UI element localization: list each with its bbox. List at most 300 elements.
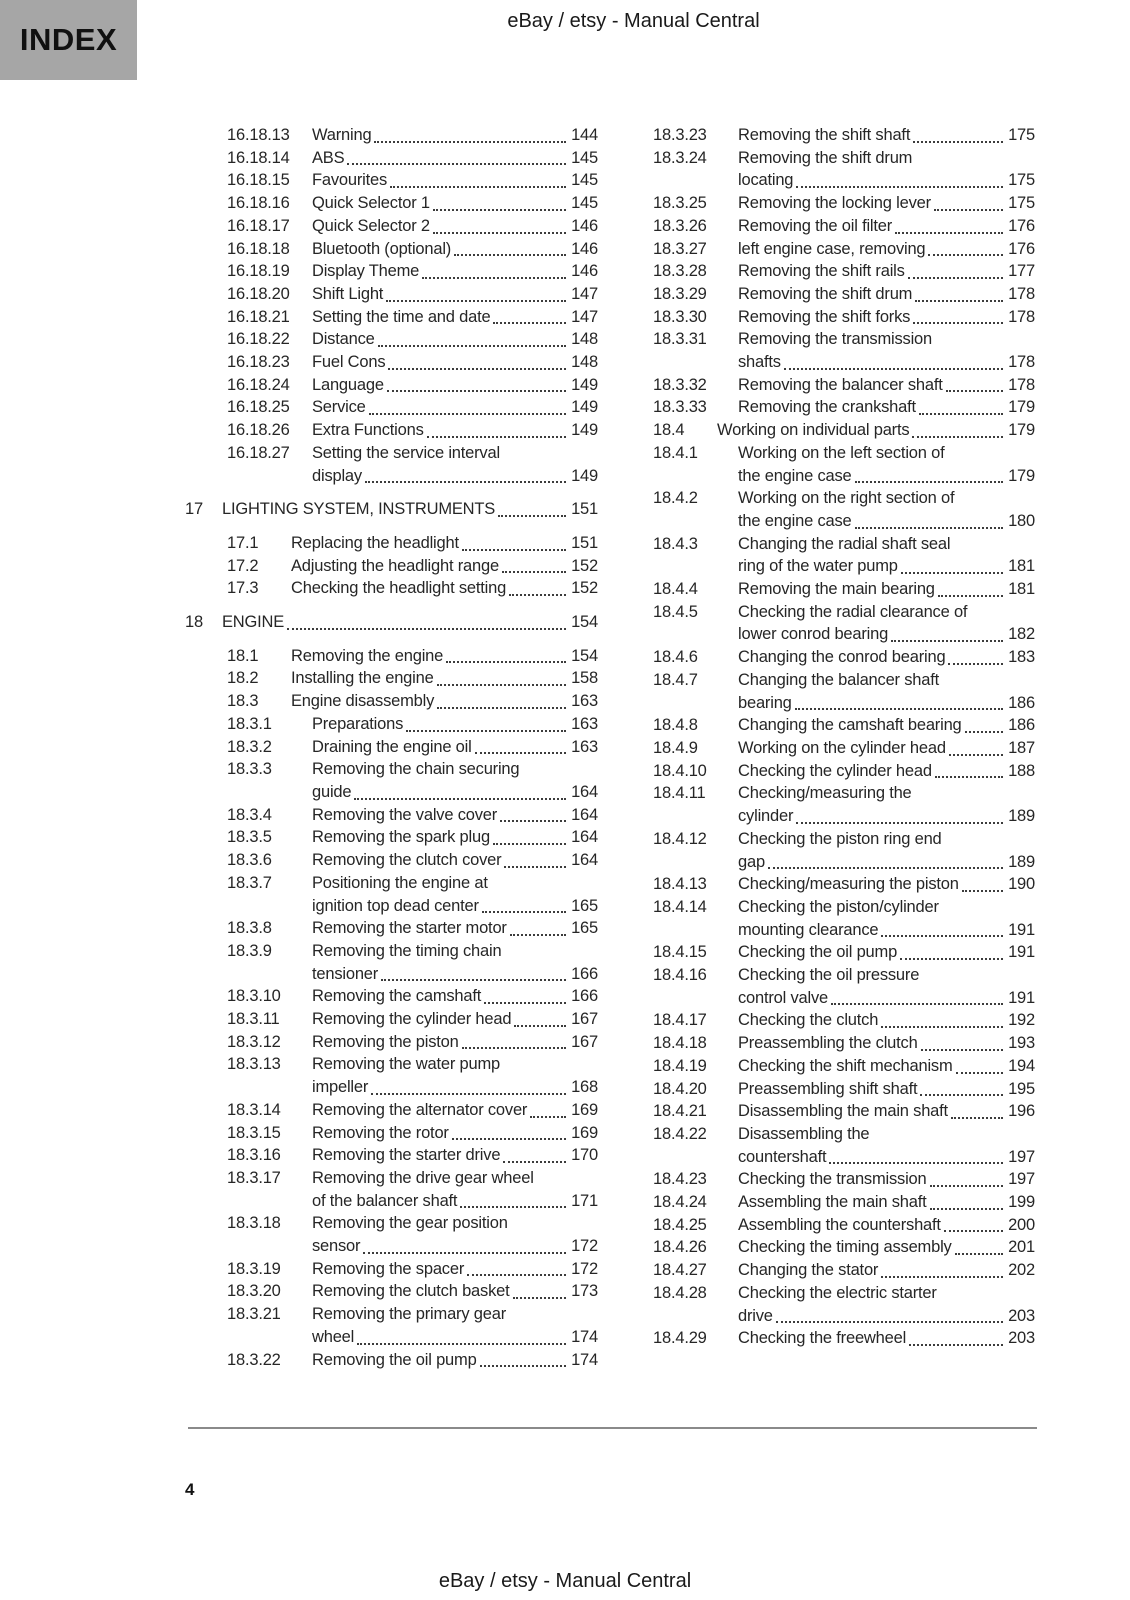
toc-entry-row [611, 578, 1035, 601]
toc-entry-title: Removing the starter drive [312, 1146, 501, 1165]
toc-entry-page: 182 [1008, 625, 1035, 644]
toc-entry-title: Setting the service interval [312, 443, 500, 462]
toc-entry-title: Adjusting the headlight range [291, 556, 499, 575]
toc-entry-page: 191 [1008, 920, 1035, 939]
toc-entry-page: 147 [571, 284, 598, 303]
toc-entry-number: 16.18.20 [227, 284, 290, 303]
toc-entry-number: 18.3.20 [227, 1282, 281, 1301]
toc-entry-number: 18.4.20 [653, 1079, 707, 1098]
toc-entry-title: Removing the water pump [312, 1055, 500, 1074]
toc-entry-page: 174 [571, 1350, 598, 1369]
toc-entry-row [611, 805, 1035, 828]
toc-entry-row [611, 147, 1035, 170]
toc-entry-number: 16.18.26 [227, 421, 290, 440]
toc-entry-title: Fuel Cons [312, 353, 386, 372]
toc-entry-number: 18.3.4 [227, 805, 272, 824]
dotted-leader [467, 1274, 566, 1276]
toc-entry-page: 145 [571, 148, 598, 167]
toc-entry-row [611, 1236, 1035, 1259]
toc-entry-title: Removing the balancer shaft [738, 375, 943, 394]
toc-entry-title: Checking the piston/cylinder [738, 897, 939, 916]
toc-entry-page: 166 [571, 987, 598, 1006]
toc-entry-title: Removing the clutch cover [312, 851, 502, 870]
toc-entry-title: ENGINE [222, 613, 285, 632]
dotted-leader [503, 1161, 566, 1163]
toc-entry-row [611, 442, 1035, 465]
toc-entry-row [611, 919, 1035, 942]
toc-entry-title: Checking the clutch [738, 1011, 879, 1030]
toc-entry-title: Removing the spark plug [312, 828, 490, 847]
toc-entry-number: 18.3.13 [227, 1055, 281, 1074]
toc-entry-row [185, 465, 598, 488]
toc-entry-row [185, 872, 598, 895]
toc-entry-row [185, 1008, 598, 1031]
toc-entry-page: 174 [571, 1327, 598, 1346]
toc-entry-number: 18.3.32 [653, 375, 707, 394]
toc-entry-row [185, 1280, 598, 1303]
toc-entry-title: left engine case, removing [738, 239, 926, 258]
toc-entry-number: 18.3.3 [227, 760, 272, 779]
toc-entry-number: 16.18.18 [227, 239, 290, 258]
dotted-leader [919, 413, 1003, 415]
toc-entry-row [185, 1303, 598, 1326]
dotted-leader [482, 911, 566, 913]
toc-entry-row [185, 577, 598, 600]
toc-entry-row [611, 646, 1035, 669]
toc-entry-title: Working on the left section of [738, 443, 945, 462]
toc-entry-title: Removing the gear position [312, 1214, 508, 1233]
toc-entry-page: 192 [1008, 1011, 1035, 1030]
dotted-leader [509, 594, 566, 596]
toc-entry-page: 179 [1008, 466, 1035, 485]
dotted-leader [796, 186, 1003, 188]
toc-entry-number: 18.4.3 [653, 534, 698, 553]
toc-entry-number: 16.18.13 [227, 126, 290, 144]
toc-entry-number: 18.3.9 [227, 941, 272, 960]
toc-entry-number: 18.4.22 [653, 1124, 707, 1143]
toc-entry-page: 181 [1008, 580, 1035, 599]
toc-entry-number: 18.3.19 [227, 1259, 281, 1278]
dotted-leader [388, 368, 566, 370]
toc-entry-row [611, 215, 1035, 238]
toc-entry-title: Removing the spacer [312, 1259, 465, 1278]
dotted-leader [374, 141, 566, 143]
toc-entry-row [185, 328, 598, 351]
toc-entry-row [611, 1123, 1035, 1146]
toc-entry-page: 152 [571, 579, 598, 598]
toc-entry-title: Bluetooth (optional) [312, 239, 452, 258]
dotted-leader [406, 730, 566, 732]
toc-entry-row [185, 1190, 598, 1213]
toc-right-column [611, 124, 1035, 1350]
toc-entry-row [611, 987, 1035, 1010]
toc-entry-title: Draining the engine oil [312, 737, 472, 756]
toc-entry-row [611, 124, 1035, 147]
toc-entry-title: Checking the timing assembly [738, 1238, 952, 1257]
toc-entry-row [611, 533, 1035, 556]
dotted-leader [951, 1117, 1003, 1119]
toc-entry-row [185, 917, 598, 940]
toc-entry-number: 18.3.21 [227, 1305, 281, 1324]
toc-entry-title: Changing the balancer shaft [738, 670, 939, 689]
toc-entry-row [185, 1122, 598, 1145]
toc-entry-page: 144 [571, 126, 598, 144]
toc-entry-row [611, 1078, 1035, 1101]
toc-entry-row [185, 667, 598, 690]
toc-entry-row [185, 1235, 598, 1258]
toc-entry-page: 169 [571, 1100, 598, 1119]
dotted-leader [930, 1208, 1004, 1210]
dotted-leader [381, 979, 566, 981]
toc-entry-row [611, 1259, 1035, 1282]
toc-entry-number: 18.3.8 [227, 919, 272, 938]
dotted-leader [855, 527, 1004, 529]
toc-entry-number: 18.4.24 [653, 1193, 707, 1212]
dotted-leader [881, 1276, 1003, 1278]
dotted-leader [498, 515, 566, 517]
toc-entry-number: 18.4.28 [653, 1283, 707, 1302]
dotted-leader [427, 436, 566, 438]
dotted-leader [921, 1049, 1004, 1051]
toc-entry-number: 18.4.19 [653, 1056, 707, 1075]
toc-entry-row [611, 419, 1035, 442]
toc-entry-page: 197 [1008, 1147, 1035, 1166]
toc-entry-row [611, 714, 1035, 737]
dotted-leader [891, 640, 1003, 642]
toc-entry-number: 17.2 [227, 556, 259, 575]
dotted-leader [437, 707, 566, 709]
toc-entry-title: Checking the electric starter [738, 1283, 937, 1302]
toc-entry-row [611, 964, 1035, 987]
toc-entry-number: 18 [185, 613, 203, 632]
toc-entry-number: 18.4.14 [653, 897, 707, 916]
toc-entry-title: Preparations [312, 714, 404, 733]
toc-entry-title: cylinder [738, 807, 794, 826]
toc-entry-row [185, 1053, 598, 1076]
toc-entry-page: 176 [1008, 239, 1035, 258]
dotted-leader [287, 628, 566, 630]
toc-entry-page: 148 [571, 353, 598, 372]
toc-entry-row [185, 690, 598, 713]
toc-entry-row [611, 1009, 1035, 1032]
toc-entry-page: 202 [1008, 1261, 1035, 1280]
toc-entry-title: Removing the rotor [312, 1123, 449, 1142]
toc-entry-page: 167 [571, 1032, 598, 1051]
dotted-leader [422, 277, 566, 279]
toc-entry-page: 146 [571, 262, 598, 281]
dotted-leader [900, 958, 1003, 960]
dotted-leader [948, 663, 1003, 665]
dotted-leader [387, 390, 566, 392]
page-header-title: eBay / etsy - Manual Central [507, 10, 760, 32]
toc-entry-number: 18.4.7 [653, 670, 698, 689]
toc-left-column [185, 124, 598, 1371]
toc-entry-row [185, 895, 598, 918]
dotted-leader [504, 866, 566, 868]
toc-entry-title: LIGHTING SYSTEM, INSTRUMENTS [222, 500, 496, 519]
dotted-leader [514, 1025, 566, 1027]
dotted-leader [460, 1206, 566, 1208]
toc-entry-row [611, 238, 1035, 261]
toc-entry-number: 18.4.25 [653, 1215, 707, 1234]
dotted-leader [357, 1343, 566, 1345]
toc-entry-title: Removing the drive gear wheel [312, 1168, 534, 1187]
toc-entry-title: Changing the stator [738, 1261, 879, 1280]
toc-entry-row [185, 611, 598, 634]
toc-entry-title: Removing the shift drum [738, 148, 913, 167]
toc-entry-title: Working on the right section of [738, 489, 955, 508]
toc-entry-title: Changing the conrod bearing [738, 648, 946, 667]
dotted-leader [390, 186, 566, 188]
dotted-leader [462, 1047, 566, 1049]
toc-entry-row [185, 260, 598, 283]
toc-entry-title: guide [312, 782, 352, 801]
toc-entry-title: ABS [312, 148, 345, 167]
toc-entry-title: display [312, 466, 362, 485]
toc-entry-title: bearing [738, 693, 792, 712]
toc-entry-row [611, 1032, 1035, 1055]
toc-entry-page: 166 [571, 964, 598, 983]
toc-entry-page: 203 [1008, 1306, 1035, 1325]
toc-entry-page: 179 [1008, 398, 1035, 417]
toc-entry-number: 18.4.1 [653, 443, 698, 462]
toc-entry-row [185, 374, 598, 397]
toc-entry-page: 163 [571, 714, 598, 733]
toc-entry-title: Removing the oil pump [312, 1350, 477, 1369]
footer-page-number: 4 [185, 1480, 195, 1499]
toc-entry-page: 186 [1008, 693, 1035, 712]
toc-entry-page: 151 [571, 533, 598, 552]
toc-entry-title: Extra Functions [312, 421, 424, 440]
toc-entry-title: Quick Selector 2 [312, 216, 430, 235]
toc-entry-title: Service [312, 398, 366, 417]
toc-entry-number: 18.3.14 [227, 1100, 281, 1119]
toc-entry-page: 172 [571, 1237, 598, 1256]
toc-entry-page: 163 [571, 692, 598, 711]
toc-entry-number: 18.4.26 [653, 1238, 707, 1257]
toc-entry-title: Removing the main bearing [738, 580, 935, 599]
toc-entry-row [185, 781, 598, 804]
toc-entry-row [611, 487, 1035, 510]
toc-entry-row [185, 532, 598, 555]
dotted-leader [881, 935, 1003, 937]
toc-entry-page: 183 [1008, 648, 1035, 667]
toc-entry-title: control valve [738, 988, 829, 1007]
toc-entry-page: 146 [571, 216, 598, 235]
toc-entry-row [185, 713, 598, 736]
toc-entry-page: 145 [571, 171, 598, 190]
toc-entry-row [611, 851, 1035, 874]
toc-entry-row [185, 1326, 598, 1349]
toc-entry-title: gap [738, 852, 765, 871]
toc-entry-row [611, 782, 1035, 805]
toc-entry-page: 178 [1008, 353, 1035, 372]
toc-entry-page: 199 [1008, 1193, 1035, 1212]
toc-entry-row [611, 941, 1035, 964]
toc-entry-row [611, 1191, 1035, 1214]
toc-entry-page: 193 [1008, 1034, 1035, 1053]
toc-entry-row [185, 192, 598, 215]
dotted-leader [452, 1138, 566, 1140]
toc-entry-number: 18.3.30 [653, 307, 707, 326]
dotted-leader [493, 322, 566, 324]
toc-entry-row [611, 1100, 1035, 1123]
toc-entry-number: 18.3.29 [653, 284, 707, 303]
toc-entry-number: 18.4.6 [653, 648, 698, 667]
toc-entry-row [611, 396, 1035, 419]
toc-entry-number: 18.3.1 [227, 714, 272, 733]
toc-entry-page: 181 [1008, 557, 1035, 576]
toc-entry-number: 18.4.15 [653, 943, 707, 962]
toc-entry-number: 18.3.15 [227, 1123, 281, 1142]
dotted-leader [855, 481, 1004, 483]
toc-entry-page: 188 [1008, 761, 1035, 780]
dotted-leader [881, 1026, 1003, 1028]
toc-entry-title: Positioning the engine at [312, 873, 488, 892]
dotted-leader [776, 1321, 1003, 1323]
toc-entry-page: 149 [571, 398, 598, 417]
toc-entry-title: Removing the oil filter [738, 216, 893, 235]
toc-entry-title: Preassembling the clutch [738, 1034, 918, 1053]
toc-entry-row [611, 283, 1035, 306]
toc-entry-row [611, 692, 1035, 715]
toc-entry-page: 191 [1008, 988, 1035, 1007]
toc-entry-title: Removing the camshaft [312, 987, 482, 1006]
toc-entry-row [185, 442, 598, 465]
index-tab [0, 0, 137, 80]
dotted-leader [930, 1185, 1004, 1187]
toc-entry-number: 18.4.12 [653, 829, 707, 848]
toc-entry-page: 179 [1008, 421, 1035, 440]
toc-entry-title: Warning [312, 126, 372, 144]
toc-entry-row [185, 736, 598, 759]
dotted-leader [934, 209, 1003, 211]
toc-entry-page: 167 [571, 1010, 598, 1029]
toc-entry-title: of the balancer shaft [312, 1191, 458, 1210]
toc-entry-page: 164 [571, 851, 598, 870]
toc-entry-number: 18.4.9 [653, 738, 698, 757]
toc-entry-number: 18.3.22 [227, 1350, 281, 1369]
toc-entry-row [611, 1305, 1035, 1328]
toc-entry-title: Removing the cylinder head [312, 1010, 512, 1029]
toc-entry-page: 154 [571, 613, 598, 632]
dotted-leader [913, 141, 1003, 143]
toc-entry-number: 16.18.14 [227, 148, 290, 167]
toc-entry-page: 148 [571, 330, 598, 349]
toc-entry-title: impeller [312, 1078, 369, 1097]
toc-entry-row [185, 555, 598, 578]
toc-entry-row [185, 826, 598, 849]
dotted-leader [433, 209, 566, 211]
toc-entry-page: 164 [571, 828, 598, 847]
toc-entry-page: 170 [571, 1146, 598, 1165]
dotted-leader [530, 1116, 566, 1118]
toc-entry-number: 18.1 [227, 646, 259, 665]
toc-entry-page: 197 [1008, 1170, 1035, 1189]
toc-entry-title: Removing the crankshaft [738, 398, 916, 417]
dotted-leader [480, 1365, 567, 1367]
toc-entry-number: 17.1 [227, 533, 259, 552]
toc-entry-number: 18.4.11 [653, 784, 706, 803]
toc-entry-row [185, 985, 598, 1008]
toc-entry-page: 180 [1008, 511, 1035, 530]
dotted-leader [946, 390, 1003, 392]
toc-entry-row [611, 896, 1035, 919]
toc-entry-number: 18.4.8 [653, 716, 698, 735]
toc-entry-number: 18.3.10 [227, 987, 281, 1006]
toc-entry-number: 18.4.23 [653, 1170, 707, 1189]
toc-entry-title: countershaft [738, 1147, 827, 1166]
toc-entry-page: 176 [1008, 216, 1035, 235]
toc-entry-page: 147 [571, 307, 598, 326]
toc-entry-page: 169 [571, 1123, 598, 1142]
toc-entry-number: 16.18.27 [227, 443, 290, 462]
toc-entry-number: 16.18.21 [227, 307, 290, 326]
toc-entry-row [611, 873, 1035, 896]
toc-entry-page: 165 [571, 896, 598, 915]
toc-entry-page: 152 [571, 556, 598, 575]
dotted-leader [915, 300, 1003, 302]
toc-entry-title: Removing the engine [291, 646, 444, 665]
toc-entry-page: 191 [1008, 943, 1035, 962]
toc-entry-number: 18.3.5 [227, 828, 272, 847]
toc-entry-page: 186 [1008, 716, 1035, 735]
toc-entry-row [185, 1212, 598, 1235]
dotted-leader [955, 1253, 1003, 1255]
toc-entry-page: 145 [571, 194, 598, 213]
toc-entry-row [611, 1168, 1035, 1191]
dotted-leader [369, 413, 566, 415]
toc-entry-page: 196 [1008, 1102, 1035, 1121]
toc-entry-title: Checking the oil pressure [738, 966, 920, 985]
dotted-leader [895, 232, 1003, 234]
toc-entry-title: Removing the valve cover [312, 805, 498, 824]
toc-entry-row [185, 1167, 598, 1190]
toc-entry-page: 189 [1008, 807, 1035, 826]
dotted-leader [928, 254, 1003, 256]
toc-entry-title: Removing the shift forks [738, 307, 911, 326]
toc-entry-row [611, 465, 1035, 488]
page-footer-title: eBay / etsy - Manual Central [438, 1570, 692, 1592]
toc-entry-number: 17 [185, 500, 203, 519]
toc-entry-title: Removing the starter motor [312, 919, 507, 938]
toc-entry-page: 173 [571, 1282, 598, 1301]
toc-entry-page: 189 [1008, 852, 1035, 871]
toc-entry-page: 164 [571, 805, 598, 824]
toc-entry-number: 16.18.19 [227, 262, 290, 281]
dotted-leader [347, 163, 566, 165]
dotted-leader [433, 232, 566, 234]
toc-entry-page: 203 [1008, 1329, 1035, 1348]
toc-entry-row [611, 1055, 1035, 1078]
toc-entry-title: Favourites [312, 171, 388, 190]
toc-entry-title: Removing the transmission [738, 330, 932, 349]
toc-entry-number: 16.18.25 [227, 398, 290, 417]
toc-entry-row [185, 963, 598, 986]
toc-entry-number: 18.4.21 [653, 1102, 707, 1121]
dotted-leader [908, 277, 1003, 279]
dotted-leader [913, 322, 1003, 324]
toc-entry-title: Removing the clutch basket [312, 1282, 510, 1301]
toc-entry-number: 18.4.4 [653, 580, 698, 599]
toc-entry-page: 178 [1008, 375, 1035, 394]
index-label: INDEX [19, 22, 118, 57]
dotted-leader [484, 1002, 566, 1004]
toc-entry-title: Checking the headlight setting [291, 579, 507, 598]
toc-entry-page: 177 [1008, 262, 1035, 281]
dotted-leader [378, 345, 566, 347]
toc-entry-page: 178 [1008, 284, 1035, 303]
